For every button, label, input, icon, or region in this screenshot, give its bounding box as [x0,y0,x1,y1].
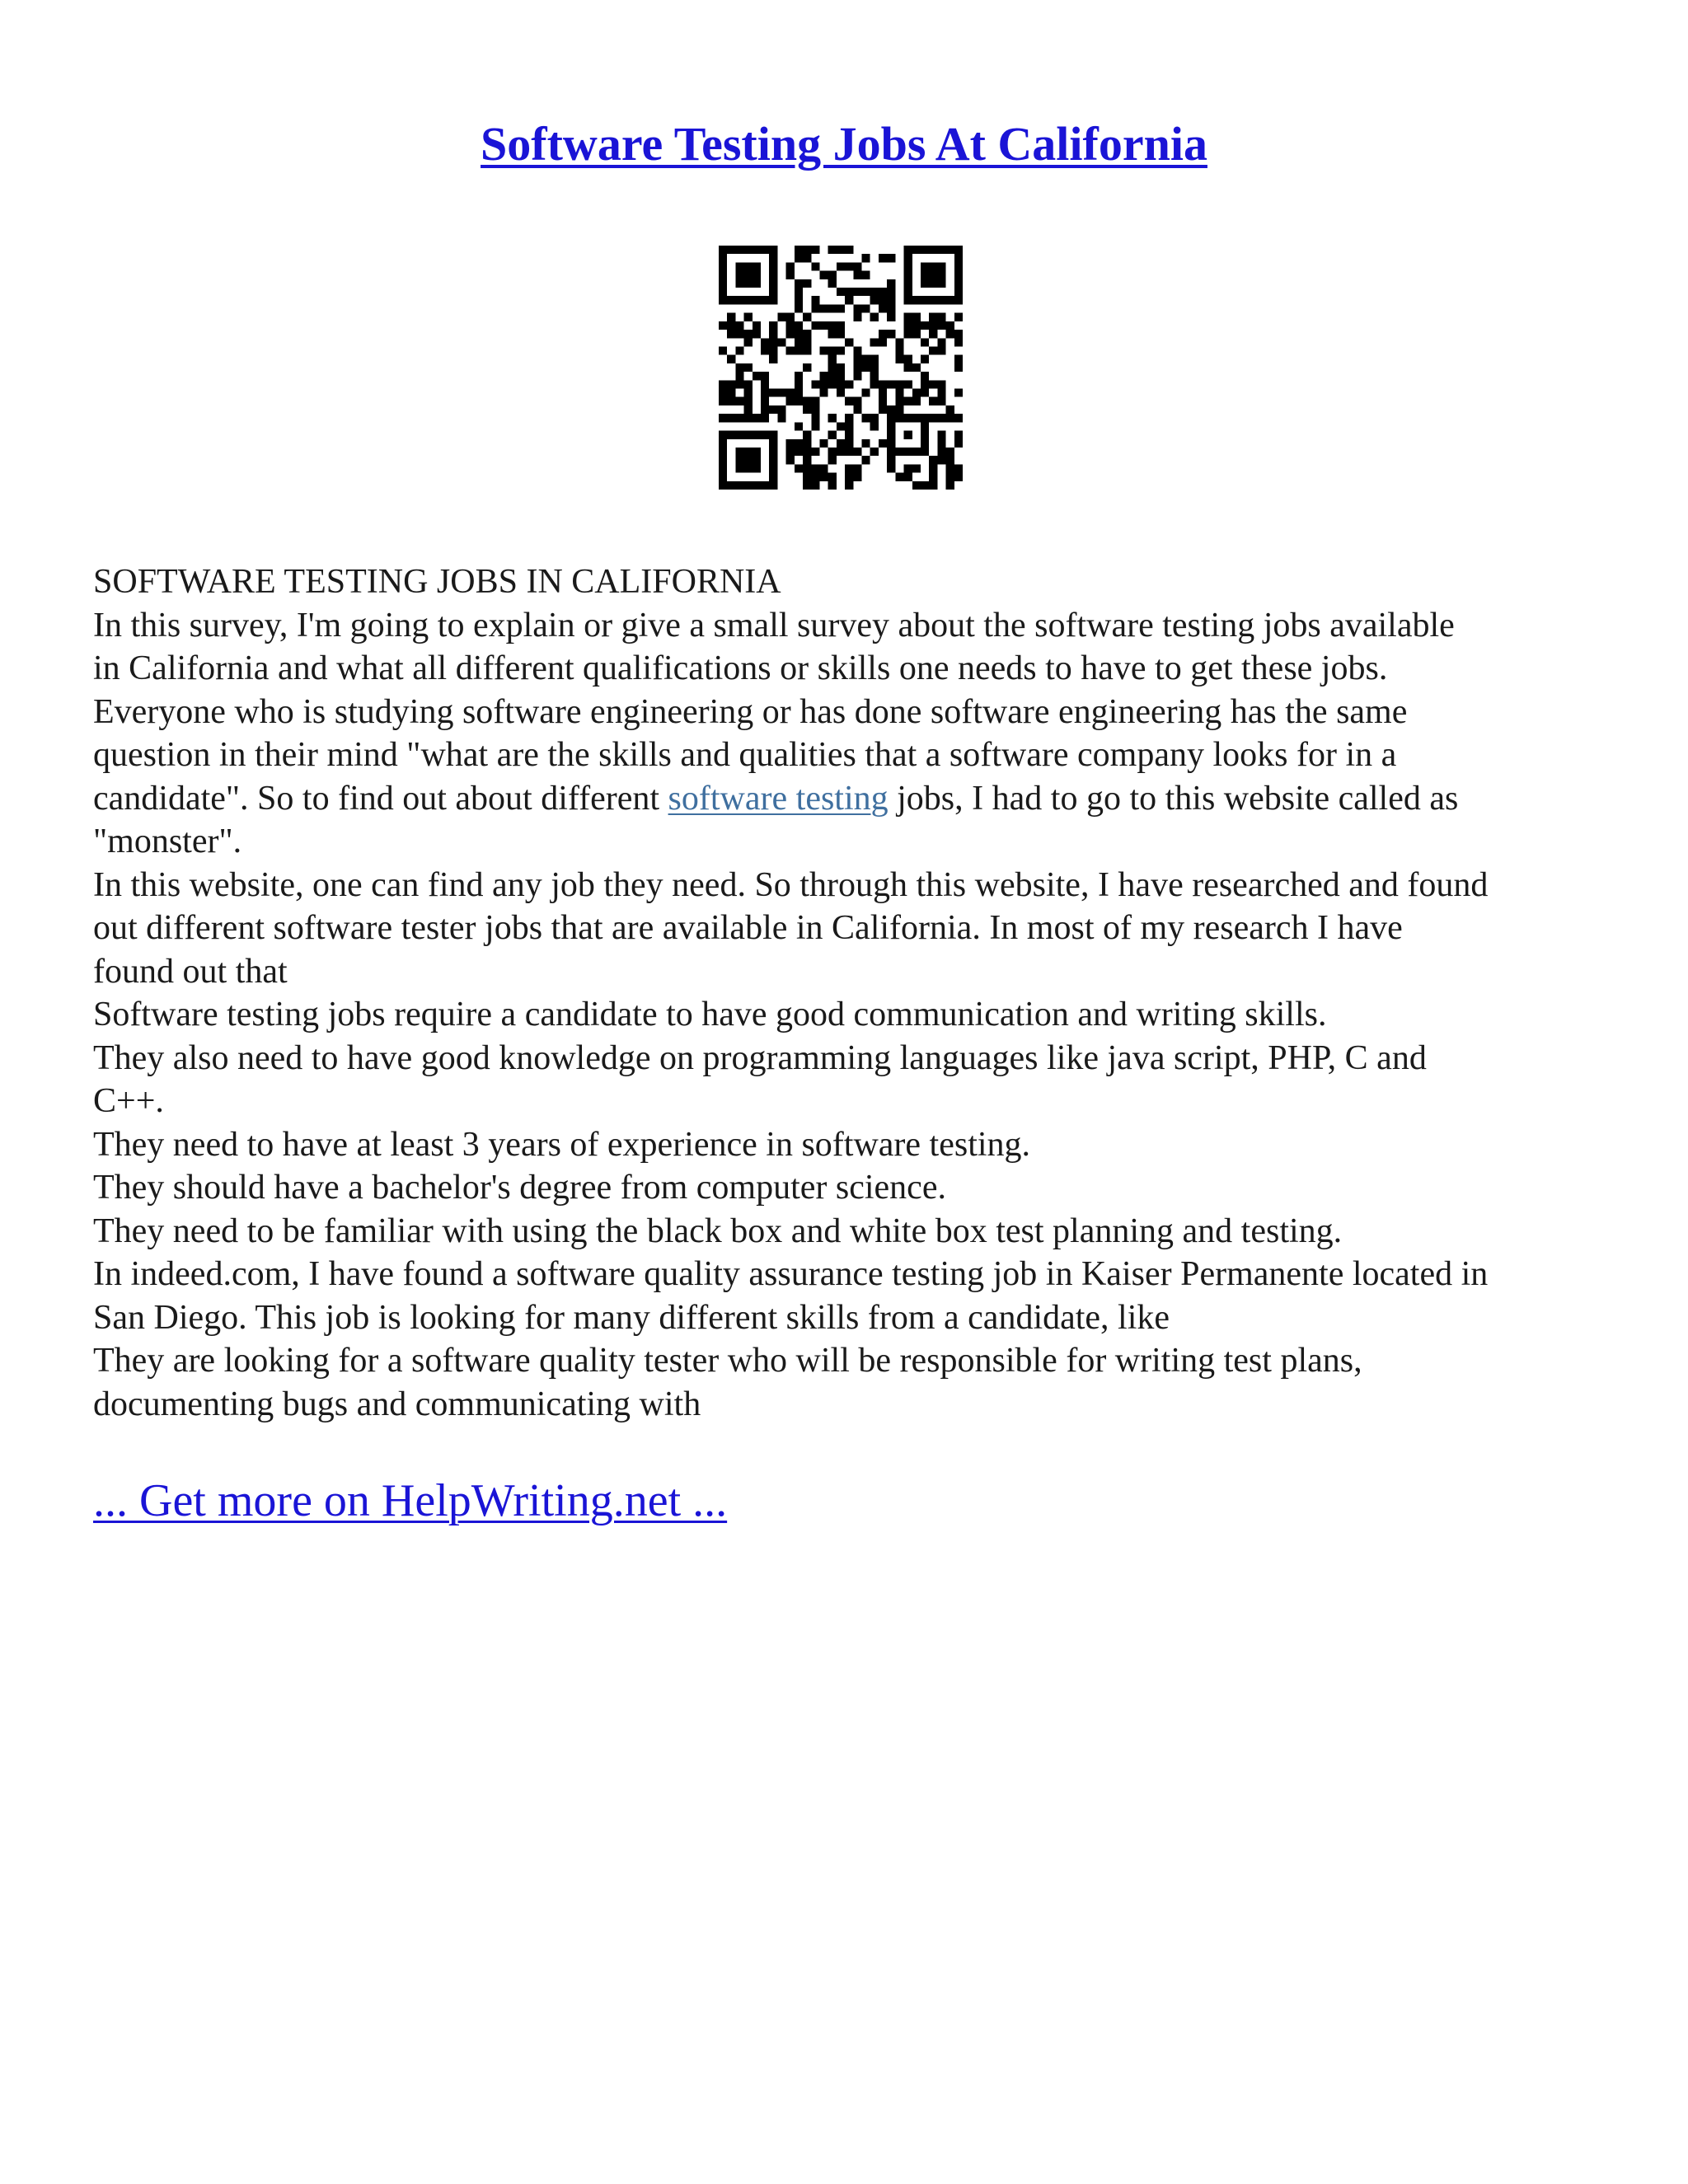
paragraph-line: documenting bugs and communicating with [93,1385,701,1423]
paragraph-line: In this website, one can find any job they need. So through this website, I have researched and found [93,865,1489,904]
paragraph-line-with-link [93,777,1610,821]
paragraph-line: In this survey, I'm going to explain or give a small survey about the software testing jobs available [93,606,1455,644]
link-line-after: jobs, I had to go to this website called as [888,779,1459,818]
paragraph-line: They need to be familiar with using the black box and white box test planning and testing. [93,1212,1343,1250]
paragraph-line: C++. [93,1082,164,1120]
paragraph-line: question in their mind "what are the skills and qualities that a software company looks for in a [93,736,1397,774]
paragraph-line: Software testing jobs require a candidate to have good communication and writing skills. [93,996,1327,1033]
link-line-before: candidate". So to find out about different [93,779,668,818]
paragraph-line: They are looking for a software quality tester who will be responsible for writing test plans, [93,1342,1362,1380]
paragraph-line: "monster". [93,823,242,860]
paragraph-line: They also need to have good knowledge on programming languages like java script, PHP, C and [93,1038,1427,1077]
paragraph-line: found out that [93,952,288,991]
document-title [0,115,1688,173]
more-link-container [93,1474,727,1528]
get-more-link[interactable]: ... Get more on HelpWriting.net ... [93,1475,728,1526]
paragraph-line: In indeed.com, I have found a software quality assurance testing job in Kaiser Permanente located in [93,1255,1489,1293]
paragraph-line: out different software tester jobs that are available in California. In most of my research I have [93,909,1403,947]
paragraph-line: Everyone who is studying software engineering or has done software engineering has the same [93,692,1408,731]
paragraph-line: They should have a bachelor's degree from computer science. [93,1169,946,1207]
paragraph-line: in California and what all different qualifications or skills one needs to have to get these jobs. [93,649,1388,687]
paragraph-line: They need to have at least 3 years of experience in software testing. [93,1125,1031,1164]
software-testing-link[interactable]: software testing [668,779,889,818]
qr-code-icon [719,246,963,490]
title-link[interactable]: Software Testing Jobs At California [481,117,1207,171]
article-heading: SOFTWARE TESTING JOBS IN CALIFORNIA [93,563,781,601]
article-body [93,560,1610,1426]
paragraph-line: San Diego. This job is looking for many different skills from a candidate, like [93,1298,1170,1337]
